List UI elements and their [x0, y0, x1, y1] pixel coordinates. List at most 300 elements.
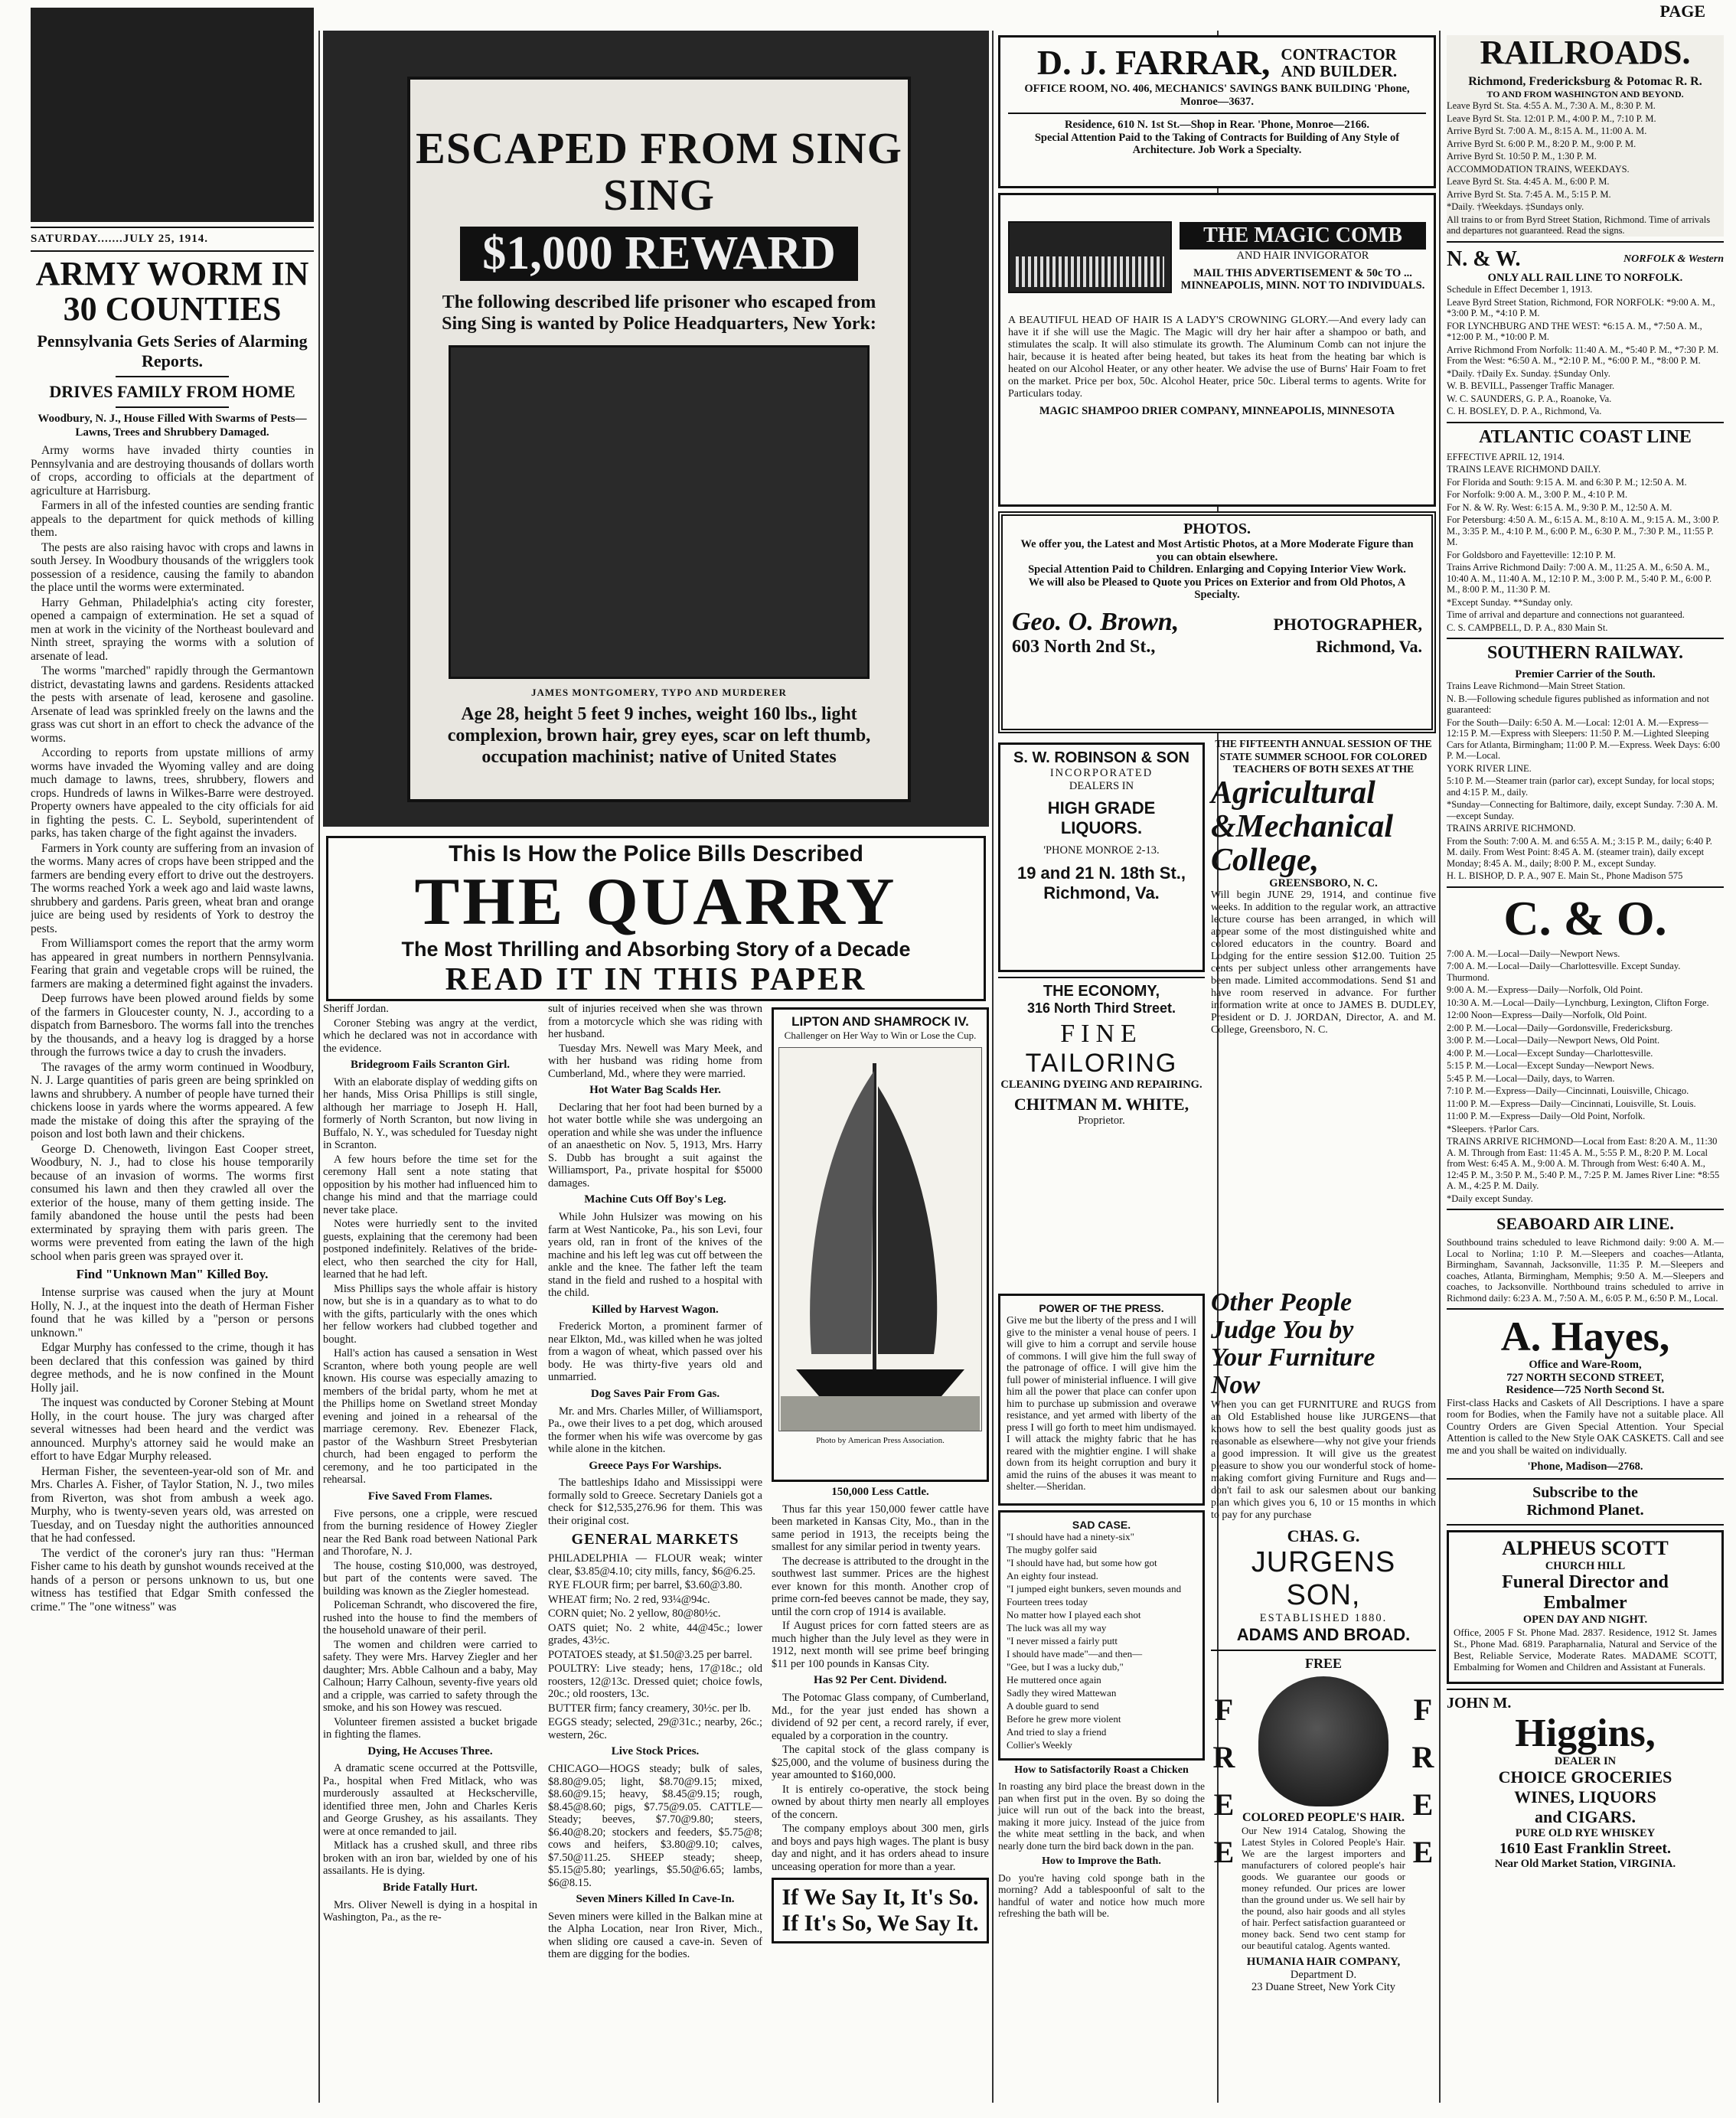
article-body	[548, 1211, 762, 1300]
railroads-sub: Richmond, Fredericksburg & Potomac R. R.	[1468, 75, 1702, 89]
schedule-line: 5:15 P. M.—Local—Except Sunday—Newport News.	[1447, 1060, 1655, 1072]
roast-title: How to Satisfactorily Roast a Chicken	[1014, 1764, 1189, 1776]
markets-headline: GENERAL MARKETS	[571, 1531, 739, 1549]
dateline: SATURDAY.......JULY 25, 1914.	[31, 233, 208, 245]
schedule-line: *Sunday—Connecting for Baltimore, daily, except Sunday. 7:30 A. M.—except Sunday.	[1447, 799, 1718, 821]
paragraph: Thus far this year 150,000 fewer cattle have been marketed in Kansas City, Mo., than in the same period in 1913, the receipts being the smallest for any similar period in twenty years.	[772, 1503, 989, 1554]
article-headline: Machine Cuts Off Boy's Leg.	[584, 1193, 726, 1206]
schedule-line: 7:10 P. M.—Express—Daily—Cincinnati, Louisville, Chicago.	[1447, 1085, 1689, 1097]
hayes-body: First-class Hacks and Caskets of All Descriptions. I have a spare room for Bodies, when the Family have not a suitable place. All Country Orders are Given Special Attention. Your Special Attention is called to the New Style OAK CASKETS. Call and see me and you shall be waited on individually.	[1447, 1396, 1724, 1456]
hayes-phone: 'Phone, Madison—2768.	[1527, 1460, 1643, 1473]
schedule-line: 7:00 A. M.—Local—Daily—Newport News.	[1447, 948, 1620, 959]
scott-body: Office, 2005 F St. Phone Mad. 2837. Residence, 1912 St. James St., Phone Mad. 6819. Parapharnalia, Natural and Service of the Best, Reliable Service, Moderate Rates. MADAME SCOTT, Embalming for Women and Children and Assistant at Funerals.	[1454, 1626, 1717, 1673]
poem-line: The mugby golfer said	[1007, 1543, 1098, 1555]
robinson-goods: HIGH GRADE LIQUORS.	[1047, 798, 1156, 837]
southern-schedule	[1447, 680, 1724, 882]
lipton-credit: Photo by American Press Association.	[816, 1435, 945, 1445]
paragraph: The women and children were carried to safety. They were Mrs. Harvey Ziegler and her daughter; Mrs. Abble Calhoun and a baby, May Calhoun; Harry Calhoun, seventy-five years old and a cripple, was carried to safety through the smoke, and his son Howey was rescued.	[323, 1638, 537, 1714]
shamrock-photo	[778, 1047, 982, 1431]
article-headline: Killed by Harvest Wagon.	[592, 1303, 719, 1316]
higgins-fine: PURE OLD RYE WHISKEY	[1515, 1827, 1656, 1840]
hair-ad	[1211, 1656, 1436, 2084]
paragraph: Policeman Schrandt, who discovered the fire, rushed into the house to find the members of the household unaware of their peril.	[323, 1599, 537, 1637]
paragraph: Farmers in York county are suffering from an invasion of the worms. Many acres of crops have been stripped and the farmers are bending every effort to drive out the destroyers. The worms reached York a week ago and laid waste lawns, shrubbery and gardens. Paris green, wheat bran and orange juice are being used by residents of York to destroy the pests.	[31, 841, 314, 935]
paragraph: The company employs about 300 men, girls and boys and pays high wages. The plant is busy day and night, and it has orders ahead to insure unceasing operation for more than a year.	[772, 1823, 989, 1873]
nw-schedule	[1447, 284, 1724, 417]
livestock-headline: Live Stock Prices.	[611, 1745, 700, 1758]
planet-line-1: Subscribe to the	[1532, 1483, 1638, 1501]
paragraph: The worms "marched" rapidly through the Germantown district, devastating lawns and gardens. Residents attacked the pests with arsenate of lead, kerosene and gasoline. Arsenate of lead was sprinkled freely on the lawns and the grass was cut short in an effort to check the advance of the worms.	[31, 664, 314, 745]
economy-prop: Proprietor.	[1078, 1114, 1125, 1127]
farrar-name: D. J. FARRAR,	[1036, 43, 1271, 82]
magic-company: MAGIC SHAMPOO DRIER COMPANY, MINNEAPOLIS, MINNESOTA	[1039, 405, 1395, 417]
lipton-sub: Challenger on Her Way to Win or Lose the Cup.	[784, 1030, 977, 1041]
schedule-line: H. L. BISHOP, D. P. A., 907 E. Main St., Phone Madison 575	[1447, 870, 1683, 882]
higgins-first: JOHN M.	[1447, 1694, 1512, 1712]
southern-block	[1447, 644, 1724, 881]
poem-line: Fourteen trees today	[1007, 1595, 1088, 1607]
schedule-line: Arrive Richmond From Norfolk: 11:40 A. M., *5:40 P. M., *7:30 P. M. From the West: *6:50 A. M., *2:10 P. M., *6:00 P. M., *8:00 P. M.	[1447, 344, 1719, 367]
paragraph: Hall's action has caused a sensation in West Scranton, where both young people are well known. His course was especially amazing to members of the bridal party, whom he met at the Phillips home on Swetland street Monday evening and joined in a rehearsal of the marriage ceremony. Rev. Ebenezer Flack, pastor of the Washburn Street Presbyterian church, had been engaged to perform the ceremony, and he too participated in the rehearsal.	[323, 1347, 537, 1487]
planet-line-2: Richmond Planet.	[1526, 1501, 1644, 1519]
poem-line: And tried to slay a friend	[1007, 1725, 1107, 1738]
paragraph: The decrease is attributed to the drought in the southwest last summer. Prices are the highest ever known for this month. Another crop of prime corn-fed beeves cannot be made, they say, until the corn crop of 1914 is available.	[772, 1555, 989, 1618]
photos-ad	[998, 511, 1436, 733]
farrar-special: Special Attention Paid to the Taking of Contracts for Building of Any Style of Architecture. Job Work a Specialty.	[1034, 131, 1400, 156]
poster-reward: $1,000 REWARD	[460, 227, 858, 281]
column-rule	[318, 31, 320, 2103]
article-body	[548, 1101, 762, 1190]
schedule-line: Arrive Byrd St. Sta. 7:45 A. M., 5:15 P. M.	[1447, 188, 1611, 200]
article-headline: Five Saved From Flames.	[367, 1490, 493, 1503]
schedule-line: For the South—Daily: 6:50 A. M.—Local: 12:01 A. M.—Express—12:15 P. M.—Express with Sleepers: 11:50 P. M.—Lighted Sleeping Cars for Atlanta, Birmingham; 11:00 P. M.—Express. Week Days: 6:00 P. M.—Local.	[1447, 716, 1720, 762]
schedule-line: N. B.—Following schedule figures published as information and not guaranteed:	[1447, 693, 1710, 716]
schedule-line: Leave Byrd St. Sta. 4:55 A. M., 7:30 A. M., 8:30 P. M.	[1447, 100, 1656, 112]
hair-free-left: FREE	[1212, 1692, 1235, 1869]
school-place: GREENSBORO, N. C.	[1269, 876, 1378, 889]
schedule-line: C. S. CAMPBELL, D. P. A., 830 Main St.	[1447, 622, 1608, 633]
hayes-ad	[1447, 1314, 1724, 1473]
paragraph: Intense surprise was caused when the jury at Mount Holly, N. J., at the inquest into the death of Herman Fisher found that he was killed by a "person or persons unknown."	[31, 1286, 314, 1340]
schedule-line: Leave Byrd St. Sta. 4:45 A. M., 6:00 P. M.	[1447, 176, 1610, 188]
article-headline: Bride Fatally Hurt.	[383, 1881, 478, 1894]
poem-line: I should have made"—and then—	[1007, 1647, 1143, 1659]
poem-line: Before he grew more violent	[1007, 1712, 1121, 1725]
furniture-title-1: Other People	[1211, 1288, 1353, 1317]
paragraph: While John Hulsizer was mowing on his farm at West Nanticoke, Pa., his son Levi, four years old, ran in front of the knives of the machine and his left leg was cut off between the ankle and the knee. The father left the team stand in the field and rushed to a hospital with the child.	[548, 1211, 762, 1299]
school-name-1: Agricultural	[1211, 775, 1375, 811]
quarry-line-2: The Most Thrilling and Absorbing Story of a Decade	[401, 938, 911, 961]
dividend-article	[772, 1692, 989, 1873]
schedule-line: C. H. BOSLEY, D. P. A., Richmond, Va.	[1447, 406, 1602, 417]
hair-switch-icon	[1258, 1676, 1388, 1806]
school-body: Will begin JUNE 29, 1914, and continue five weeks. In addition to the regular work, an attractive lecture course has been arranged, in which will appear some of the most distinguished white and colored educators in the country. Board and Lodging for the entire session $12.00. Tuition 25 cents per subject unless other arrangements have been made. Limited accommodations. Send $1 and have room reserved in advance. For further information write at once to JAMES B. DUDLEY, President or D. J. JORDAN, Director, A. and M. College, Greensboro, N. C.	[1211, 889, 1436, 1036]
scott-name: ALPHEUS SCOTT	[1502, 1536, 1669, 1559]
poem-line: Sadly they wired Mattewan	[1007, 1686, 1117, 1699]
schedule-line: Trains Leave Richmond—Main Street Station.	[1447, 680, 1626, 692]
paragraph: Miss Phillips says the whole affair is history now, but she is in a quandary as to what to do with the gifts, particularly with the ones which her fellow workers had clubbed together and bought.	[323, 1282, 537, 1346]
schedule-line: *Daily. †Weekdays. ‡Sundays only.	[1447, 201, 1584, 213]
hayes-addr: 727 NORTH SECOND STREET,	[1506, 1371, 1664, 1384]
army-worm-lede: Woodbury, N. J., House Filled With Swarms of Pests—Lawns, Trees and Shrubbery Damaged.	[38, 413, 307, 439]
column-4	[1444, 31, 1727, 2105]
economy-fine: FINE	[1060, 1020, 1143, 1048]
paragraph: The Potomac Glass company, of Cumberland, Md., for the year just ended has shown a dividend of 92 per cent, a record rarely, if ever, equaled by a corporation in the country.	[772, 1692, 989, 1742]
photos-p2: Special Attention Paid to Children. Enlarging and Copying Interior View Work.	[1028, 563, 1406, 576]
poem-line: "I should have had, but some how got	[1007, 1556, 1157, 1568]
column-2b	[548, 1003, 767, 2105]
quarry-ad	[326, 836, 986, 1001]
farrar-trade-2: AND BUILDER.	[1281, 61, 1398, 80]
schedule-line: Leave Byrd Street Station, Richmond, FOR NORFOLK: *9:00 A. M., *3:00 P. M., *4:10 P. M.	[1447, 296, 1715, 319]
schedule-line: 4:00 P. M.—Local—Except Sunday—Charlottesville.	[1447, 1047, 1653, 1059]
schedule-line: FOR LYNCHBURG AND THE WEST: *6:15 A. M., *7:50 A. M., *12:00 P. M., *10:00 P. M.	[1447, 320, 1702, 343]
schedule-line: From the South: 7:00 A. M. and 6:55 A. M.; 3:15 P. M., daily; 6:40 P. M. daily. From West Point: 8:45 A. M. (steamer train), daily except Monday; 8:45 A. M., daily; 8:00 P. M., except Sunday.	[1447, 835, 1712, 869]
poem-line: "I should have had a ninety-six"	[1007, 1530, 1134, 1542]
higgins-goods-3: and CIGARS.	[1534, 1807, 1636, 1827]
schedule-line: Arrive Byrd St. 7:00 A. M., 8:15 A. M., 11:00 A. M.	[1447, 126, 1647, 137]
say-it-box: If We Say It, It's So. If It's So, We Say It.	[772, 1878, 989, 1943]
poem-line: Collier's Weekly	[1007, 1738, 1072, 1751]
column-2c	[772, 1003, 989, 2105]
economy-owner: CHITMAN M. WHITE,	[1013, 1094, 1189, 1114]
scan-dark-margin	[31, 8, 314, 222]
farrar-residence: Residence, 610 N. 1st St.—Shop in Rear. 'Phone, Monroe—2166.	[1065, 119, 1369, 131]
furniture-addr: ADAMS AND BROAD.	[1236, 1624, 1411, 1644]
seaboard-block	[1447, 1215, 1724, 1304]
schedule-line: 5:45 P. M.—Local—Daily, days, to Warren.	[1447, 1072, 1615, 1084]
paragraph: Mrs. Oliver Newell is dying in a hospital in Washington, Pa., as the re-	[323, 1898, 537, 1924]
schedule-line: For Petersburg: 4:50 A. M., 6:15 A. M., 8:10 A. M., 9:15 A. M., 3:00 P. M., 3:35 P. M., 4:10 P. M., 6:00 P. M., 6:30 P. M., 7:30 P. M., 11:55 P. M.	[1447, 514, 1720, 548]
schedule-line: Schedule in Effect December 1, 1913.	[1447, 284, 1593, 295]
higgins-goods-1: CHOICE GROCERIES	[1498, 1767, 1672, 1787]
schedule-line: For Goldsboro and Fayetteville: 12:10 P. M.	[1447, 549, 1616, 560]
army-worm-subhead-2: DRIVES FAMILY FROM HOME	[49, 382, 295, 402]
wanted-poster	[407, 77, 911, 802]
economy-name: THE ECONOMY,	[1043, 983, 1160, 1000]
power-press-box	[998, 1294, 1205, 1506]
schedule-line: 9:00 A. M.—Express—Daily—Norfolk, Old Point.	[1447, 984, 1643, 996]
photos-title: PHOTOGRAPHER,	[1273, 614, 1422, 634]
schedule-line: TRAINS LEAVE RICHMOND DAILY.	[1447, 464, 1601, 475]
schedule-line: 3:00 P. M.—Local—Daily—Newport News, Old Point.	[1447, 1035, 1660, 1046]
article-body	[548, 1477, 762, 1527]
magic-comb-ad	[998, 193, 1436, 507]
prisoner-photo	[449, 345, 870, 679]
magic-brand-2: AND HAIR INVIGORATOR	[1236, 250, 1369, 263]
article-body	[323, 1899, 537, 1924]
schedule-line: Time of arrival and departure and connections not guaranteed.	[1447, 609, 1685, 621]
army-worm-article	[31, 444, 314, 1263]
paragraph: Mitlack has a crushed skull, and three ribs broken with an iron bar, wielded by one of his assailants. He is dying.	[323, 1839, 537, 1878]
article-headline: Greece Pays For Warships.	[589, 1459, 722, 1472]
robinson-phone: 'PHONE MONROE 2-13.	[1043, 844, 1160, 857]
schedule-line: 11:00 P. M.—Express—Daily—Old Point, Norfolk.	[1447, 1111, 1646, 1122]
paragraph: A few hours before the time set for the ceremony Hall sent a note stating that opposition by his mother had influenced him to change his mind and that the marriage could never take place.	[323, 1153, 537, 1216]
paragraph: Deep furrows have been plowed around fields by some of the farmers in Gloucester county, N. J., according to a dispatch from Barnesboro. The worms fall into the trenches by the thousands, and a heavy log is dragged by a horse through the furrows twice a day to crush the invaders.	[31, 992, 314, 1059]
schedule-line: For Florida and South: 9:15 A. M. and 6:30 P. M.; 12:50 A. M.	[1447, 476, 1687, 488]
poster-description: Age 28, height 5 feet 9 inches, weight 160 lbs., light complexion, brown hair, grey eyes, scar on left thumb, occupation machinist; native of United States	[447, 703, 871, 767]
markets-list	[548, 1552, 762, 1741]
hair-free-top: FREE	[1304, 1655, 1342, 1671]
farrar-trade-1: CONTRACTOR	[1281, 44, 1397, 64]
hair-body: Our New 1914 Catalog, Showing the Latest Styles in Colored People's Hair. We are the largest importers and manufacturers of colored people's hair goods. We guarantee our goods or money refunded. Our prices are lower than the ground under us. We sell hair by the pound, also hair goods and all styles of hair. Perfect satisfaction guaranteed or money back. Send two cent stamp for our beautiful catalog. Agents wanted.	[1242, 1824, 1405, 1951]
sing-sing-poster-photo	[323, 31, 989, 827]
hair-dept: Department D.	[1290, 1968, 1357, 1981]
higgins-goods-2: WINES, LIQUORS	[1514, 1787, 1656, 1807]
hair-addr: 23 Duane Street, New York City	[1251, 1981, 1396, 1993]
furniture-title-2: Judge You by	[1211, 1316, 1354, 1344]
economy-ad	[998, 983, 1205, 1127]
livestock-text: CHICAGO—HOGS steady; bulk of sales, $8.80@9.05; light, $8.70@9.15; mixed, $8.60@9.15; heavy, $8.45@9.15; rough, $8.45@8.60; pigs, $7.75@9.05. CATTLE—Steady; beeves, $7.70@9.80; steers, $6.40@8.20; stockers and feeders, $5.75@8; cows and heifers, $3.80@9.10; calves, $7.50@11.25. SHEEP steady; sheep, $5.15@5.80; yearlings, $5.50@6.65; lambs, $6@8.15.	[548, 1763, 762, 1889]
schedule-line: *Daily. †Daily Ex. Sunday. ‡Sunday Only.	[1447, 367, 1610, 379]
school-name-3: College,	[1211, 842, 1320, 878]
schedule-line: TRAINS ARRIVE RICHMOND.	[1447, 823, 1576, 834]
schedule-line: All trains to or from Byrd Street Station, Richmond. Time of arrivals and departures not guaranteed. Read the signs.	[1447, 214, 1711, 237]
seaboard-text: Southbound trains scheduled to leave Richmond daily: 9:00 A. M.—Local to Norlina; 1:10 P. M.—Sleepers and coaches—Atlanta, Birmingham, Savannah, Jacksonville, 11:35 P. M.—Sleepers and coaches, Atlanta, Birmingham, Memphis; 9:50 A. M.—Sleepers and coaches, to Jacksonville. Northbound trains scheduled to arrive in Richmond daily: 6:23 A. M., 7:50 A. M., 6:05 P. M., 6:50 P. M., Local.	[1447, 1237, 1724, 1304]
miners-text: Seven miners were killed in the Balkan mine at the Alpha Location, near Iron River, Mich., when sliding ore caused a cave-in. Seven of them are digging for the bodies.	[548, 1910, 762, 1961]
article-headline: Dog Saves Pair From Gas.	[590, 1387, 720, 1400]
higgins-ad	[1447, 1695, 1724, 1871]
market-line: POULTRY: Live steady; hens, 17@18c.; old roosters, 12@13c. Dressed quiet; choice fowls, 20c.; old roosters, 13c.	[548, 1663, 762, 1701]
hair-title: COLORED PEOPLE'S HAIR.	[1242, 1810, 1405, 1824]
southern-sub: Premier Carrier of the South.	[1515, 667, 1656, 680]
furniture-title-4: Now	[1211, 1371, 1261, 1399]
quarry-title: THE QUARRY	[414, 865, 898, 939]
nw-only: ONLY ALL RAIL LINE TO NORFOLK.	[1487, 271, 1683, 284]
paragraph: The battleships Idaho and Mississippi were formally sold to Greece. Secretary Daniels got a check for $12,535,276.96 for them. This was their original cost.	[548, 1477, 762, 1527]
photos-p3: We will also be Pleased to Quote you Prices on Exterior and from Old Photos, A Specialty.	[1028, 576, 1406, 601]
nw-brand: NORFOLK & Western	[1623, 253, 1724, 265]
poem-line: No matter how I played each shot	[1007, 1608, 1141, 1620]
lipton-box	[772, 1007, 989, 1482]
school-ad	[1211, 738, 1436, 1289]
furniture-ad	[1211, 1289, 1436, 1645]
hayes-office: Office and Ware-Room,	[1529, 1359, 1642, 1372]
paragraph: It is entirely co-operative, the stock being owned by about thirty men nearly all employes of the concern.	[772, 1783, 989, 1821]
magic-mail: MAIL THIS ADVERTISEMENT & 50c TO ... MINNEAPOLIS, MINN. NOT TO INDIVIDUALS.	[1180, 266, 1425, 292]
schedule-line: For Norfolk: 9:00 A. M., 3:00 P. M., 4:10 P. M.	[1447, 489, 1628, 501]
hair-free-right: FREE	[1411, 1692, 1434, 1869]
farrar-office: OFFICE ROOM, NO. 406, MECHANICS' SAVINGS BANK BUILDING 'Phone, Monroe—3637.	[1024, 83, 1410, 108]
paragraph: From Williamsport comes the report that the army worm has appeared in great numbers in northern Pennsylvania. Fearing that grain and vegetable crops will be ruined, the farmers are making a determined fight against the invaders.	[31, 937, 314, 990]
nw-title: N. & W.	[1447, 246, 1521, 271]
schedule-line: *Except Sunday. **Sunday only.	[1447, 596, 1573, 608]
schedule-line: Leave Byrd St. Sta. 12:01 P. M., 4:00 P. M., 7:10 P. M.	[1447, 113, 1656, 124]
poem-line: The luck was all my way	[1007, 1621, 1107, 1633]
paragraph: A dramatic scene occurred at the Pottsville, Pa., hospital when Fred Mitlack, who was murderously assaulted at Heckscherville, identified three men, John and Charles Keris and George Grushey, as his assailants. They were at once remanded to jail.	[323, 1762, 537, 1838]
furniture-title-3: Your Furniture	[1211, 1343, 1375, 1372]
schedule-line: ACCOMMODATION TRAINS, WEEKDAYS.	[1447, 163, 1630, 175]
hayes-name: A. Hayes,	[1500, 1314, 1670, 1360]
poster-intro: The following described life prisoner who escaped from Sing Sing is wanted by Police Headquarters, New York:	[442, 292, 876, 334]
school-intro: THE FIFTEENTH ANNUAL SESSION OF THE STATE SUMMER SCHOOL FOR COLORED TEACHERS OF BOTH SEXES AT THE	[1215, 738, 1432, 775]
market-line: CORN quiet; No. 2 yellow, 80@80½c.	[548, 1607, 721, 1620]
furniture-name-2: JURGENS SON,	[1251, 1546, 1396, 1611]
scott-title-2: Embalmer	[1543, 1593, 1627, 1614]
sad-case-box	[998, 1510, 1205, 1761]
bath-text: Do you're having cold sponge bath in the morning? Add a tablespoonful of salt to the handful of water and notice how much more refreshing the bath will be.	[998, 1872, 1205, 1920]
article-body	[548, 1003, 762, 1080]
paragraph: George D. Chenoweth, livingon East Cooper street, Woodbury, N. J., had to close his house temporarily because of an invasion of worms. The worms first consumed his lawn and then they crawled all over the exterior of the house, many of them getting inside. The family abandoned the house until the pests had been exterminated by spraying them with paris green. The worms were prevented from eating the lawn of the high school when paris green was sprayed over it.	[31, 1142, 314, 1263]
schedule-line: Arrive Byrd St. 10:50 P. M., 1:30 P. M.	[1447, 151, 1597, 162]
comb-icon	[1008, 221, 1172, 293]
photos-head: PHOTOS.	[1183, 521, 1251, 537]
article-body	[548, 1405, 762, 1456]
schedule-line: W. C. SAUNDERS, G. P. A., Roanoke, Va.	[1447, 393, 1612, 404]
sad-case-title: SAD CASE.	[1072, 1518, 1131, 1531]
schedule-line: 10:30 A. M.—Local—Daily—Lynchburg, Lexington, Clifton Forge.	[1447, 997, 1709, 1008]
column-2a	[323, 1003, 542, 2105]
paragraph: According to reports from upstate millions of army worms have invaded the Wyoming valley and are doing much damage to lawns, trees, shrubbery, flowers and crops. Hundreds of lawns in Wilkes-Barre were destroyed. Property owners have appealed to the city officials for aid in fighting the pests. C. L. Seybold, superintendent of parks, has taken charge of the fight against the invaders.	[31, 746, 314, 840]
paragraph: If August prices for corn fatted steers are as much higher than the July level as they were in 1912, next month will see prime beef bringing $11 per 100 pounds in Kansas City.	[772, 1620, 989, 1670]
economy-addr: 316 North Third Street.	[1026, 1000, 1176, 1016]
page-label: PAGE	[1659, 2, 1705, 21]
poem-line: "I jumped eight bunkers, seven mounds and	[1007, 1582, 1182, 1594]
co-schedule	[1447, 948, 1724, 1205]
paragraph: Harry Gehman, Philadelphia's acting city forester, opened a campaign of extermination. He set a squad of men at work in the vicinity of the Northeast boulevard and Ninth street, spraying the worms with a solution of arsenate of lead.	[31, 596, 314, 663]
market-line: WHEAT firm; No. 2 red, 93¼@94c.	[548, 1593, 710, 1606]
dividend-headline: Has 92 Per Cent. Dividend.	[814, 1674, 947, 1687]
market-line: BUTTER firm; fancy creamery, 30½c. per lb.	[548, 1702, 751, 1715]
schedule-line: EFFECTIVE APRIL 12, 1914.	[1447, 451, 1565, 462]
paragraph: Frederick Morton, a prominent farmer of near Elkton, Md., was killed when he was jolted from a wagon of wheat, which passed over his body. He was thirty-five years old and unmarried.	[548, 1320, 762, 1384]
poem-line: An eighty four instead.	[1007, 1569, 1098, 1581]
roast-text: In roasting any bird place the breast down in the pan when first put in the oven. By so doing the juice will run out of the back into the breast, making it more juicy. Instead of the juice from the white meat settling in the back, and when nearly done turn the bird back down in the pan.	[998, 1780, 1205, 1852]
schedule-line: 2:00 P. M.—Local—Daily—Gordonsville, Fredericksburg.	[1447, 1022, 1673, 1033]
power-text: Give me but the liberty of the press and I will give to the minister a venal house of peers. I will give to him a corrupt and servile house of commons. I will give him the full sway of the patronage of office. I will give him the full power of ministerial influence. I will give him all the power that place can confer upon him to purchase up submission and overawe resistance, and yet armed with liberty of the press I will go forth to meet him undismayed. I will attack the mighty fabric that he has reared with the mightier engine. I will shake down from its height corruption and bury it amid the ruins of the abuses it was meant to shelter.—Sheridan.	[1007, 1314, 1196, 1492]
poster-caption: JAMES MONTGOMERY, TYPO AND MURDERER	[531, 686, 787, 698]
higgins-addr-2: Near Old Market Station, VIRGINIA.	[1494, 1857, 1676, 1870]
photos-city: Richmond, Va.	[1316, 636, 1422, 656]
market-line: POTATOES steady, at $1.50@3.25 per barrel.	[548, 1648, 752, 1661]
market-line: EGGS steady; selected, 29@31c.; nearby, 26c.; western, 26c.	[548, 1716, 762, 1741]
column-3	[994, 31, 1441, 2105]
paragraph: Declaring that her foot had been burned by a hot water bottle while she was undergoing an operation and while she was under the influence of an anaesthetic on Nov. 5, 1913, Mrs. Harry S. Dubb has brought a suit against the Williamsport, Pa., private hospital for $5000 damages.	[548, 1101, 762, 1190]
paragraph: Farmers in all of the infested counties are sending frantic appeals to the department for quick methods of killing them.	[31, 499, 314, 540]
robinson-inc: INCORPORATED	[1049, 767, 1154, 779]
furniture-name-1: CHAS. G.	[1287, 1526, 1360, 1545]
paragraph: Army worms have invaded thirty counties in Pennsylvania and are destroying thousands of dollars worth of crops, according to officials at the department of agriculture at Harrisburg.	[31, 444, 314, 498]
lipton-title: LIPTON AND SHAMROCK IV.	[791, 1014, 969, 1029]
paragraph: Tuesday Mrs. Newell was Mary Meek, and with her husband was riding home from Cumberland, Md., where they were married.	[548, 1042, 762, 1080]
schedule-line: For N. & W. Ry. West: 6:15 A. M., 9:30 P. M., 12:50 A. M.	[1447, 501, 1672, 513]
magic-body: A BEAUTIFUL HEAD OF HAIR IS A LADY'S CROWNING GLORY.—And every lady can have it if she will use the Magic. The Magic will dry her hair after a shampoo or bath, and stimulates the scalp. It will also stimulate its growth. The Aluminum Comb can not injure the hair, because it is heated after being heated, but takes its heat from the heating bar which is heated on our Alcohol Heater, or any other heater. We advise the use of Burns' Hair Foam to fret on the market. Price per box, 50c. Alcohol Heater, price 50c. Liberal terms to agents. Write for Particulars today.	[1008, 315, 1426, 400]
schedule-line: 11:00 P. M.—Express—Daily—Cincinnati, Louisville, St. Louis.	[1447, 1098, 1696, 1109]
market-line: PHILADELPHIA — FLOUR weak; winter clear, $3.85@4.10; city mills, fancy, $6@6.25.	[548, 1552, 762, 1578]
market-line: RYE FLOUR firm; per barrel, $3.60@3.80.	[548, 1579, 742, 1592]
market-line: OATS quiet; No. 2 white, 44@45c.; lower grades, 43½c.	[548, 1621, 762, 1647]
article-headline: Bridegroom Fails Scranton Girl.	[350, 1059, 511, 1071]
railroads-schedule	[1447, 100, 1724, 237]
schedule-line: *Daily except Sunday.	[1447, 1193, 1533, 1204]
planet-ad	[1447, 1484, 1724, 1519]
poem-line: A double guard to send	[1007, 1699, 1099, 1712]
miners-headline: Seven Miners Killed In Cave-In.	[576, 1893, 735, 1905]
schedule-line: TRAINS ARRIVE RICHMOND—Local from East: 8:20 A. M., 11:30 A. M. Through from East: 11:45 A. M., 5:55 P. M., 8:20 P. M. Local from West: 6:45 A. M., 9:00 A. M. Through from West: 6:40 A. M., 12:45 P. M., 3:50 P. M., 5:40 P. M., 7:25 P. M. James River Line: *8:55 A. M., 4:25 P. M. Daily.	[1447, 1136, 1720, 1192]
schedule-line: *Sleepers. †Parlor Cars.	[1447, 1123, 1539, 1134]
acl-schedule	[1447, 452, 1724, 634]
bath-title: How to Improve the Bath.	[1042, 1855, 1161, 1868]
paragraph: The verdict of the coroner's jury ran thus: "Herman Fisher came to his death by gunshot wounds received at the hands of a person or persons unknown to us, but one witness has testified that Edgar Smith confessed the crime." The "one witness" was	[31, 1546, 314, 1614]
photos-p1: We offer you, the Latest and Most Artistic Photos, at a More Moderate Figure than you can obtain elsewhere.	[1020, 538, 1414, 563]
army-worm-headline: ARMY WORM IN 30 COUNTIES	[35, 255, 309, 328]
furniture-body: When you can get FURNITURE and RUGS from an Old Established house like JURGENS—that knows how to sell the best quality goods just as reasonable as elsewhere—why not give your friends a good impression. It will give us the greatest pleasure to show you our wonderful stock of home-making comfort giving Furniture and Rugs and—don't fail to ask our salesmen about our banking plan which gives you 6, 10 or 15 months in which to pay for any purchase	[1211, 1399, 1436, 1521]
quarry-line-1: This Is How the Police Bills Described	[449, 841, 863, 866]
robinson-dealers: DEALERS IN	[1069, 779, 1134, 792]
article-headline: Dying, He Accuses Three.	[367, 1744, 493, 1757]
economy-cleaning: CLEANING DYEING AND REPAIRING.	[1000, 1079, 1202, 1091]
robinson-addr: 19 and 21 N. 18th St.,	[1016, 863, 1186, 883]
paragraph: Coroner Stebing was angry at the verdict, which he declared was not in accordance with the evidence.	[323, 1017, 537, 1055]
scott-sub: CHURCH HILL	[1545, 1559, 1626, 1572]
cattle-headline: 150,000 Less Cattle.	[831, 1486, 929, 1498]
power-title: POWER OF THE PRESS.	[1039, 1302, 1164, 1314]
article-body	[323, 1076, 537, 1487]
sad-case-poem	[1007, 1531, 1196, 1751]
paragraph: Sheriff Jordan.	[323, 1003, 389, 1015]
paragraph: Mr. and Mrs. Charles Miller, of Williamsport, Pa., owe their lives to a pet dog, which aroused the former when his wife was overcome by gas while alone in the kitchen.	[548, 1405, 762, 1455]
magic-brand: THE MAGIC COMB	[1180, 222, 1426, 250]
robinson-ad	[998, 742, 1205, 972]
co-block	[1447, 890, 1724, 1205]
schedule-line: 5:10 P. M.—Steamer train (parlor car), except Sunday, for local stops; and 4:15 P. M., daily.	[1447, 775, 1715, 798]
paragraph: Herman Fisher, the seventeen-year-old son of Mr. and Mrs. Charles A. Fisher, of Taylor Station, N. J., two miles from Riverton, was shot from ambush a week ago. Murphy, who is twenty-seven years old, was arrested on Tuesday, and on Tuesday night the authorities announced that he had confessed.	[31, 1464, 314, 1545]
column-1	[31, 8, 314, 2105]
railroads-title: RAILROADS.	[1480, 34, 1691, 71]
article-body	[323, 1003, 537, 1055]
paragraph: The capital stock of the glass company is $25,000, and the volume of business during the year amounted to $160,000.	[772, 1744, 989, 1781]
hair-company: HUMANIA HAIR COMPANY,	[1246, 1955, 1401, 1968]
hayes-residence: Residence—725 North Second St.	[1506, 1384, 1665, 1397]
schedule-line: YORK RIVER LINE.	[1447, 762, 1532, 774]
paragraph: The ravages of the army worm continued in Woodbury, N. J. Large quantities of paris green are being sprinkled on lawns and shrubbery. A number of people have turned their chickens loose in yards where the worms appeared. A few made the mistake of doing this after the spraying of the poison and lost both lawn and their chickens.	[31, 1060, 314, 1141]
sailboat-icon	[779, 1048, 981, 1431]
article-body	[323, 1762, 537, 1878]
paragraph: Edgar Murphy has confessed to the crime, though it has been declared that this confession was gained by third degree methods, and he is now confined in the Mount Holly jail.	[31, 1341, 314, 1395]
higgins-addr: 1610 East Franklin Street.	[1499, 1839, 1672, 1857]
article-body	[548, 1320, 762, 1384]
schedule-line: 12:00 Noon—Express—Daily—Norfolk, Old Point.	[1447, 1010, 1647, 1021]
nw-block	[1447, 247, 1724, 417]
poster-title: ESCAPED FROM SING SING	[416, 123, 902, 220]
unknown-man-headline: Find "Unknown Man" Killed Boy.	[76, 1267, 269, 1282]
co-title: C. & O.	[1503, 890, 1667, 945]
higgins-dealer: DEALER IN	[1554, 1754, 1617, 1767]
paragraph: The house, costing $10,000, was destroyed, but part of the contents were saved. The building was known as the Ziegler homestead.	[323, 1559, 537, 1597]
paragraph: The pests are also raising havoc with crops and lawns in south Jersey. In Woodbury thousands of the wrigglers took possession of a residence, causing the family to abandon the place until the worms were exterminated.	[31, 540, 314, 595]
farrar-ad	[998, 35, 1436, 188]
southern-title: SOUTHERN RAILWAY.	[1486, 643, 1684, 664]
higgins-name: Higgins,	[1515, 1711, 1656, 1755]
army-worm-subhead: Pennsylvania Gets Series of Alarming Reports.	[37, 331, 308, 371]
quarry-line-3: READ IT IN THIS PAPER	[445, 962, 867, 997]
unknown-man-article	[31, 1286, 314, 1614]
schedule-line: Trains Arrive Richmond Daily: 7:00 A. M., 11:25 A. M., 6:50 A. M., 10:40 A. M., 11:40 A. M., 12:10 P. M., 3:00 P. M., 5:40 P. M., 6:00 P. M., 8:00 P. M., 11:30 P. M.	[1447, 562, 1712, 596]
paragraph: Notes were hurriedly sent to the invited guests, explaining that the ceremony had been postponed indefinitely. Relatives of the bride-elect, who then searched the city for Hall, learned that he had left.	[323, 1218, 537, 1281]
paragraph: The inquest was conducted by Coroner Stebing at Mount Holly, in the court house. The jury was charged after several witnesses had been heard and the verdict was announced. Murphy's attorney said he would make an effort to have Edgar Murphy released.	[31, 1396, 314, 1464]
article-body	[323, 1508, 537, 1741]
schedule-line: Arrive Byrd St. 6:00 P. M., 8:20 P. M., 9:00 P. M.	[1447, 138, 1636, 149]
schedule-line: 7:00 A. M.—Local—Daily—Charlottesville. Except Sunday. Thurmond.	[1447, 961, 1681, 983]
paragraph: Five persons, one a cripple, were rescued from the burning residence of Howey Ziegler near the Red Bank road between National Park and Thorofare, N. J.	[323, 1507, 537, 1558]
acl-title: ATLANTIC COAST LINE	[1479, 426, 1692, 447]
cattle-article	[772, 1503, 989, 1671]
robinson-name: S. W. ROBINSON & SON	[1013, 749, 1190, 766]
paragraph: Volunteer firemen assisted a bucket brigade in fighting the flames.	[323, 1715, 537, 1741]
scott-open: OPEN DAY AND NIGHT.	[1522, 1614, 1648, 1627]
article-headline: Hot Water Bag Scalds Her.	[589, 1084, 721, 1096]
